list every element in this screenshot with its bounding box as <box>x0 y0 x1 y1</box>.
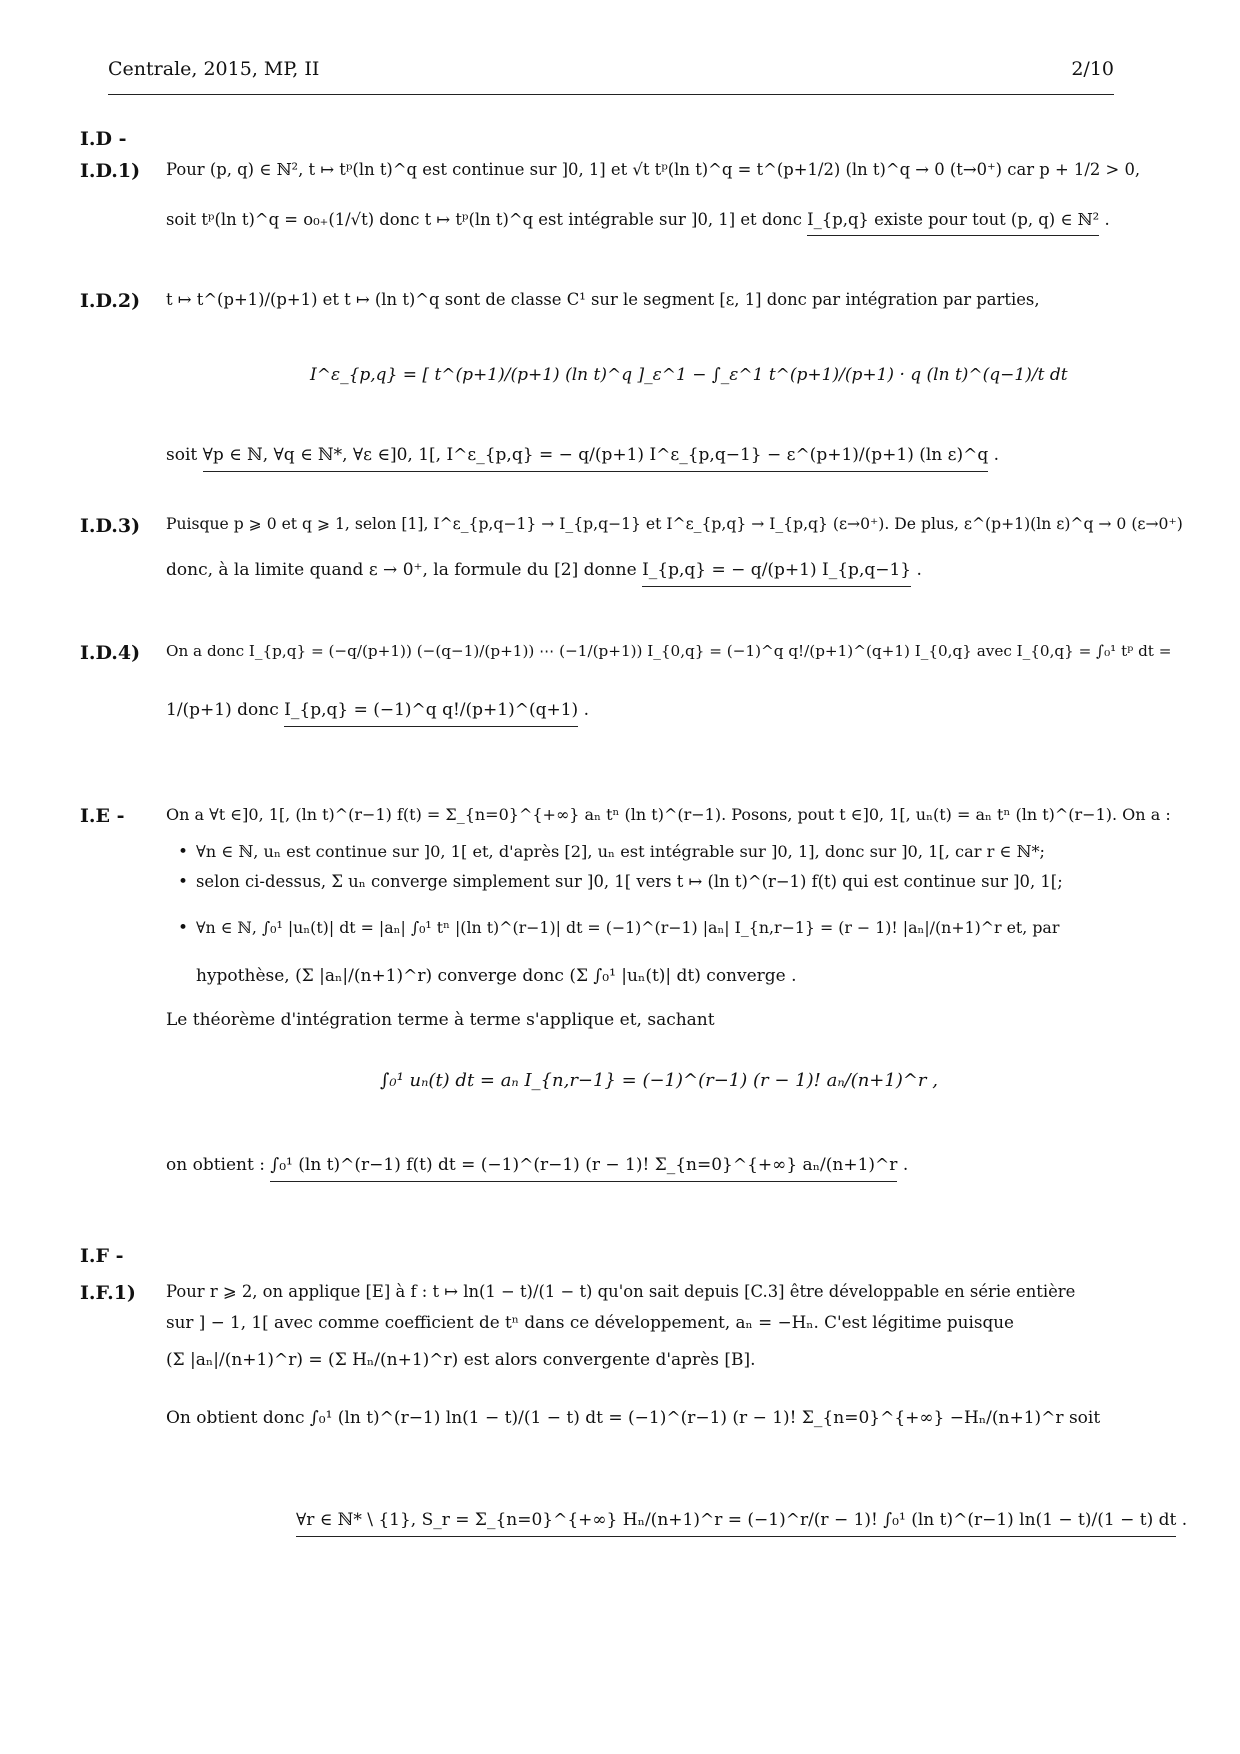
ID1-line2-wrap: soit tᵖ(ln t)^q = o₀₊(1/√t) donc t ↦ tᵖ(ln t)^q est intégrable sur ]0, 1] et donc I_{p,q} existe pour tout (p, q) ∈ ℕ² . <box>166 210 1110 229</box>
section-label-IF: I.F - <box>80 1245 124 1267</box>
IE-formula: ∫₀¹ uₙ(t) dt = aₙ I_{n,r−1} = (−1)^(r−1) (r − 1)! aₙ/(n+1)^r , <box>380 1070 938 1091</box>
ID4-line2-wrap: 1/(p+1) donc I_{p,q} = (−1)^q q!/(p+1)^(q+1) . <box>166 700 589 720</box>
IE-bullet3: ∀n ∈ ℕ, ∫₀¹ |uₙ(t)| dt = |aₙ| ∫₀¹ tⁿ |(ln t)^(r−1)| dt = (−1)^(r−1) |aₙ| I_{n,r−1} = (r − 1)! |aₙ|/(n+1)^r et, par <box>196 918 1060 937</box>
ID4-result: I_{p,q} = (−1)^q q!/(p+1)^(q+1) <box>284 700 578 727</box>
label-IF1: I.F.1) <box>80 1282 136 1304</box>
ID2-line1: t ↦ t^(p+1)/(p+1) et t ↦ (ln t)^q sont de classe C¹ sur le segment [ε, 1] donc par intégration par parties, <box>166 290 1040 309</box>
IF-line3: (Σ |aₙ|/(n+1)^r) = (Σ Hₙ/(n+1)^r) est alors convergente d'après [B]. <box>166 1350 756 1370</box>
label-ID2: I.D.2) <box>80 290 141 312</box>
bullet-dot: • <box>178 872 189 892</box>
ID2-result-wrap: soit ∀p ∈ ℕ, ∀q ∈ ℕ*, ∀ε ∈]0, 1[, I^ε_{p,q} = − q/(p+1) I^ε_{p,q−1} − ε^(p+1)/(p+1) (ln ε)^q . <box>166 445 999 465</box>
label-ID1: I.D.1) <box>80 160 141 182</box>
IE-result: ∫₀¹ (ln t)^(r−1) f(t) dt = (−1)^(r−1) (r − 1)! Σ_{n=0}^{+∞} aₙ/(n+1)^r <box>270 1155 897 1182</box>
IE-bullet1: ∀n ∈ ℕ, uₙ est continue sur ]0, 1[ et, d'après [2], uₙ est intégrable sur ]0, 1], donc sur ]0, 1[, car r ∈ ℕ*; <box>196 842 1046 861</box>
IF-result-wrap: ∀r ∈ ℕ* \ {1}, S_r = Σ_{n=0}^{+∞} Hₙ/(n+1)^r = (−1)^r/(r − 1)! ∫₀¹ (ln t)^(r−1) ln(1 − t)/(1 − t) dt . <box>296 1510 1187 1530</box>
section-label-ID: I.D - <box>80 128 127 150</box>
page-number: 2/10 <box>1071 58 1114 80</box>
ID4-line1: On a donc I_{p,q} = (−q/(p+1)) (−(q−1)/(p+1)) ⋯ (−1/(p+1)) I_{0,q} = (−1)^q q!/(p+1)^(q+1) I_{0,q} avec I_{0,q} = ∫₀¹ tᵖ dt = <box>166 642 1172 660</box>
header-left: Centrale, 2015, MP, II <box>108 58 320 80</box>
bullet-dot: • <box>178 842 189 862</box>
IE-bullet3b: hypothèse, (Σ |aₙ|/(n+1)^r) converge donc (Σ ∫₀¹ |uₙ(t)| dt) converge . <box>196 966 797 986</box>
label-ID4: I.D.4) <box>80 642 141 664</box>
ID2-soit: soit <box>166 445 198 465</box>
ID2-formula: I^ε_{p,q} = [ t^(p+1)/(p+1) (ln t)^q ]_ε^1 − ∫_ε^1 t^(p+1)/(p+1) · q (ln t)^(q−1)/t dt <box>310 365 1068 385</box>
IF-line1: Pour r ⩾ 2, on applique [E] à f : t ↦ ln(1 − t)/(1 − t) qu'on sait depuis [C.3] être développable en série entière <box>166 1282 1076 1301</box>
IF-result: ∀r ∈ ℕ* \ {1}, S_r = Σ_{n=0}^{+∞} Hₙ/(n+1)^r = (−1)^r/(r − 1)! ∫₀¹ (ln t)^(r−1) ln(1 − t)/(1 − t) dt <box>296 1510 1176 1537</box>
ID4-line2-pre: 1/(p+1) donc <box>166 700 279 720</box>
label-ID3: I.D.3) <box>80 515 141 537</box>
ID1-line1: Pour (p, q) ∈ ℕ², t ↦ tᵖ(ln t)^q est continue sur ]0, 1] et √t tᵖ(ln t)^q = t^(p+1/2) (ln t)^q → 0 (t→0⁺) car p + 1/2 > 0, <box>166 160 1141 179</box>
IE-bullet2: selon ci-dessus, Σ uₙ converge simplement sur ]0, 1[ vers t ↦ (ln t)^(r−1) f(t) qui est continue sur ]0, 1[; <box>196 872 1063 891</box>
IE-theorem-line: Le théorème d'intégration terme à terme s'applique et, sachant <box>166 1010 715 1030</box>
ID2-result: ∀p ∈ ℕ, ∀q ∈ ℕ*, ∀ε ∈]0, 1[, I^ε_{p,q} = − q/(p+1) I^ε_{p,q−1} − ε^(p+1)/(p+1) (ln ε)^q <box>203 445 989 472</box>
ID3-result: I_{p,q} = − q/(p+1) I_{p,q−1} <box>642 560 911 587</box>
ID1-line2: soit tᵖ(ln t)^q = o₀₊(1/√t) donc t ↦ tᵖ(ln t)^q est intégrable sur ]0, 1] et donc <box>166 210 802 229</box>
IE-result-wrap: on obtient : ∫₀¹ (ln t)^(r−1) f(t) dt = (−1)^(r−1) (r − 1)! Σ_{n=0}^{+∞} aₙ/(n+1)^r . <box>166 1155 908 1175</box>
IF-line4: On obtient donc ∫₀¹ (ln t)^(r−1) ln(1 − t)/(1 − t) dt = (−1)^(r−1) (r − 1)! Σ_{n=0}^{+∞} −Hₙ/(n+1)^r soit <box>166 1408 1101 1428</box>
IE-line1: On a ∀t ∈]0, 1[, (ln t)^(r−1) f(t) = Σ_{n=0}^{+∞} aₙ tⁿ (ln t)^(r−1). Posons, pout t ∈]0, 1[, uₙ(t) = aₙ tⁿ (ln t)^(r−1). On a : <box>166 805 1171 824</box>
IE-obtient: on obtient : <box>166 1155 265 1175</box>
header-rule <box>108 94 1114 95</box>
ID3-line2-wrap: donc, à la limite quand ε → 0⁺, la formule du [2] donne I_{p,q} = − q/(p+1) I_{p,q−1} . <box>166 560 922 580</box>
ID3-line2: donc, à la limite quand ε → 0⁺, la formule du [2] donne <box>166 560 637 580</box>
bullet-dot: • <box>178 918 189 938</box>
section-label-IE: I.E - <box>80 805 125 827</box>
ID1-result: I_{p,q} existe pour tout (p, q) ∈ ℕ² <box>807 210 1099 236</box>
IF-line2: sur ] − 1, 1[ avec comme coefficient de tⁿ dans ce développement, aₙ = −Hₙ. C'est légitime puisque <box>166 1312 1014 1332</box>
ID3-line1: Puisque p ⩾ 0 et q ⩾ 1, selon [1], I^ε_{p,q−1} → I_{p,q−1} et I^ε_{p,q} → I_{p,q} (ε→0⁺). De plus, ε^(p+1)(ln ε)^q → 0 (ε→0⁺) <box>166 515 1183 533</box>
